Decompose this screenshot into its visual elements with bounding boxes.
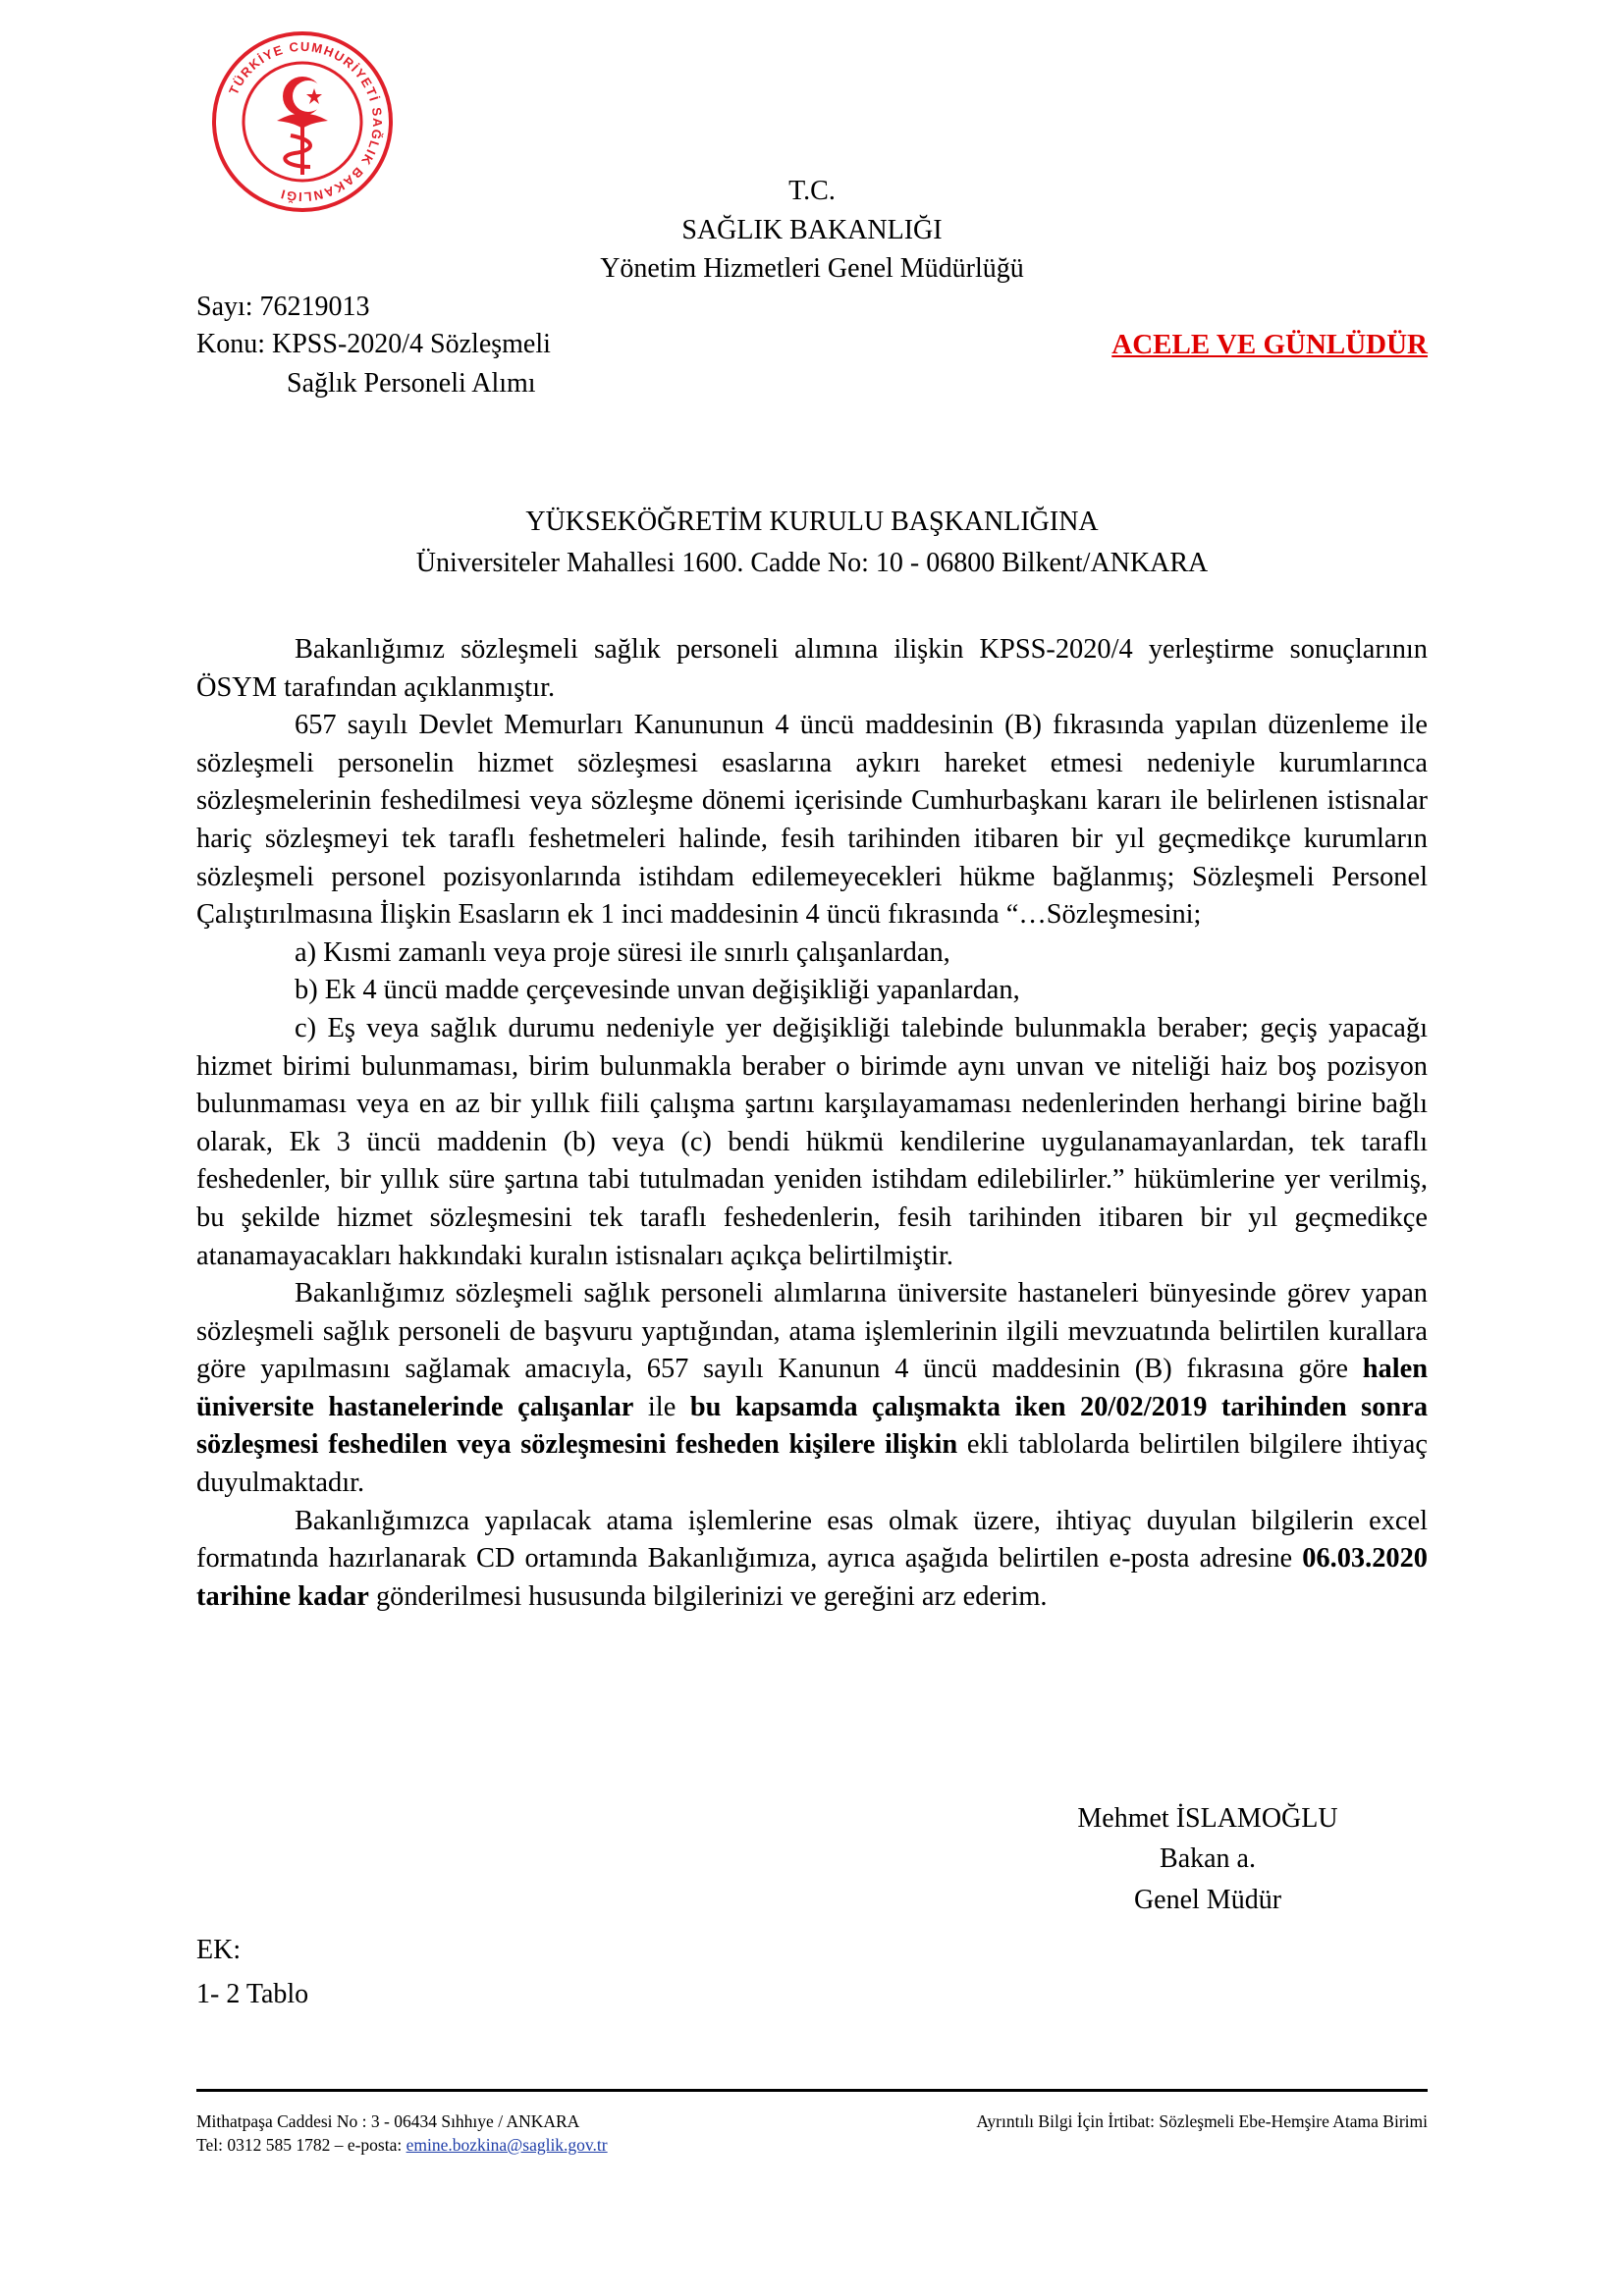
p3-text-a: Bakanlığımız sözleşmeli sağlık personeli alımlarına üniversite hastaneleri bünyesinde görev yapan sözleşmeli sağlık personeli de başvuru yaptığından, atama işlemlerinin ilgili mevzuatında belirtilen kurallara göre yapılmasını sağlamak amacıyla, 657 sayılı Kanunun 4 üncü maddesinin (B) fıkrasına göre [196,1278,1428,1385]
p4-text-a: Bakanlığımızca yapılacak atama işlemlerine esas olmak üzere, ihtiyaç duyulan bilgilerin excel formatında hazırlanarak CD ortamında Bakanlığımıza, ayrıca aşağıda belirtilen e-posta adresine [196,1505,1428,1575]
footer-contact-unit: Ayrıntılı Bilgi İçin İrtibat: Sözleşmeli Ebe-Hemşire Atama Birimi [976,2111,1428,2131]
footer-divider [196,2089,1428,2092]
signatory-name: Mehmet İSLAMOĞLU [1077,1803,1338,1834]
logo-ring-text: TÜRKİYE CUMHURİYETİ SAĞLIK BAKANLIĞI [226,38,386,205]
subject-line-2: Sağlık Personeli Alımı [287,368,536,399]
p4-text-b: gönderilmesi hususunda bilgilerinizi ve gereğini arz ederim. [368,1580,1048,1612]
footer-email-link[interactable]: emine.bozkina@saglik.gov.tr [406,2135,608,2155]
header-directorate: Yönetim Hizmetleri Genel Müdürlüğü [600,253,1024,284]
list-item-c: c) Eş veya sağlık durumu nedeniyle yer değişikliği talebinde bulunmakla beraber; geçiş yapacağı hizmet birimi bulunmaması, birim bulunmakla beraber o birimde aynı unvan ve niteliği haiz boş pozisyon bulunmaması veya en az bir yıllık fiili çalışma şartını karşılayamaması nedenlerinden herhangi birine bağlı olarak, Ek 3 üncü maddenin (b) veya (c) bendi hükmü kendilerine uygulanamayanlardan, tek taraflı feshedenler, bir yıllık süre şartına tabi tutulmadan yeniden istihdam edilebilirler.” hükümlerine yer verilmiş, bu şekilde hizmet sözleşmesini tek taraflı feshedenlerin, fesih tarihinden itibaren bir yıl geçmedikçe atanamayacakları hakkındaki kuralın istisnaları açıkça belirtilmiştir. [196,1012,1428,1271]
header-tc: T.C. [788,176,836,206]
document-number: Sayı: 76219013 [196,292,370,322]
p3-bold-b: bu kapsamda çalışmakta iken 20/02/2019 tarihinden sonra sözleşmesi feshedilen veya sözleşmesini fesheden kişilere ilişkin [196,1391,1429,1461]
header-ministry: SAĞLIK BAKANLIĞI [681,215,943,245]
paragraph-3 [196,1275,1428,1503]
list-item-a: a) Kısmi zamanlı veya proje süresi ile sınırlı çalışanlardan, [295,936,950,968]
paragraph-2: 657 sayılı Devlet Memurları Kanununun 4 üncü maddesinin (B) fıkrasında yapılan düzenleme ile sözleşmeli personelin hizmet sözleşmesi esaslarına aykırı hareket etmesi nedeniyle kurumlarınca sözleşmelerinin feshedilmesi veya sözleşme dönemi içerisinde Cumhurbaşkanı kararı ile belirlenen istisnalar hariç sözleşmeyi tek taraflı feshetmeleri halinde, fesih tarihinden itibaren bir yıl geçmedikçe kurumların sözleşmeli personel pozisyonlarında istihdam edilemeyecekleri hükme bağlanmış; Sözleşmeli Personel Çalıştırılmasına İlişkin Esasların ek 1 inci maddesinin 4 üncü fıkrasında “…Sözleşmesini; [196,710,1428,931]
letter-body [196,631,1428,1616]
addressee-name: YÜKSEKÖĞRETİM KURULU BAŞKANLIĞINA [525,507,1099,537]
paragraph-1: Bakanlığımız sözleşmeli sağlık personeli alımına ilişkin KPSS-2020/4 yerleştirme sonuçlarının ÖSYM tarafından açıklanmıştır. [196,634,1428,703]
attachment-item: 1- 2 Tablo [196,1979,309,2009]
attachment-label: EK: [196,1935,242,1965]
footer-address: Mithatpaşa Caddesi No : 3 - 06434 Sıhhıye / ANKARA [196,2111,580,2131]
urgent-notice: ACELE VE GÜNLÜDÜR [1111,329,1428,360]
addressee-address: Üniversiteler Mahallesi 1600. Cadde No: 10 - 06800 Bilkent/ANKARA [415,548,1209,578]
p3-bold-a: halen üniversite hastanelerinde çalışanlar [196,1354,1428,1422]
signatory-title-2: Genel Müdür [1133,1885,1282,1915]
footer-contact-line [196,2133,608,2157]
p3-text-b: ile [633,1391,690,1422]
p3-text-c: ekli tablolarda belirtilen bilgilere ihtiyaç duyulmaktadır. [196,1429,1428,1499]
subject-line-1: Konu: KPSS-2020/4 Sözleşmeli [196,329,551,359]
paragraph-4 [196,1503,1428,1617]
list-item-b: b) Ek 4 üncü madde çerçevesinde unvan değişikliği yapanlardan, [295,975,1020,1006]
p4-deadline: 06.03.2020 tarihine kadar [196,1543,1428,1612]
signatory-title-1: Bakan a. [1160,1843,1256,1874]
footer-phone: Tel: 0312 585 1782 – e-posta: [196,2135,406,2155]
